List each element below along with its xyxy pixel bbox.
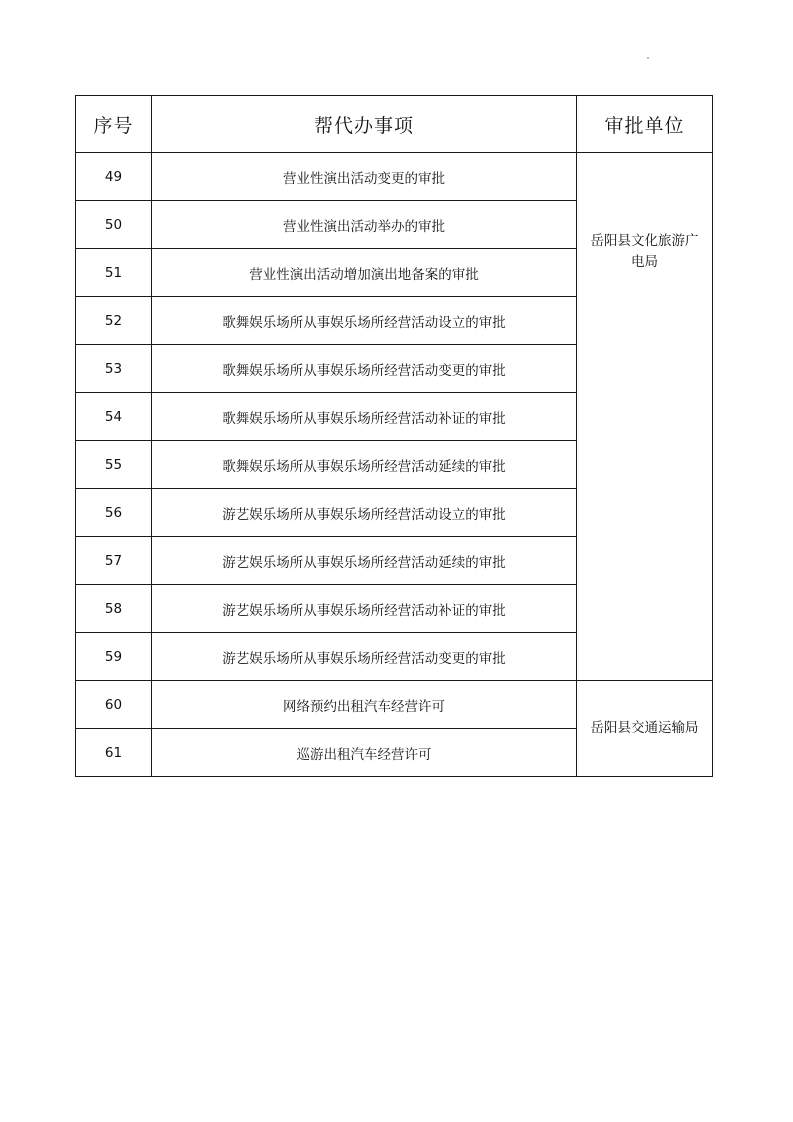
row-service-item: 网络预约出租汽车经营许可 xyxy=(152,681,577,729)
row-service-item: 巡游出租汽车经营许可 xyxy=(152,729,577,777)
row-service-item: 游艺娱乐场所从事娱乐场所经营活动变更的审批 xyxy=(152,633,577,681)
row-service-item: 游艺娱乐场所从事娱乐场所经营活动延续的审批 xyxy=(152,537,577,585)
row-service-item: 歌舞娱乐场所从事娱乐场所经营活动补证的审批 xyxy=(152,393,577,441)
scan-artifact-dot xyxy=(647,57,649,59)
row-serial-number: 59 xyxy=(76,633,152,681)
header-serial-number: 序号 xyxy=(76,96,152,153)
service-items-table xyxy=(75,95,713,777)
department-transportation: 岳阳县交通运输局 xyxy=(577,681,713,777)
row-service-item: 营业性演出活动增加演出地备案的审批 xyxy=(152,249,577,297)
department-culture-tourism: 岳阳县文化旅游广电局 xyxy=(577,153,713,681)
row-serial-number: 58 xyxy=(76,585,152,633)
row-serial-number: 50 xyxy=(76,201,152,249)
row-service-item: 歌舞娱乐场所从事娱乐场所经营活动变更的审批 xyxy=(152,345,577,393)
row-serial-number: 61 xyxy=(76,729,152,777)
row-serial-number: 56 xyxy=(76,489,152,537)
table-header-row xyxy=(76,96,713,153)
row-service-item: 游艺娱乐场所从事娱乐场所经营活动补证的审批 xyxy=(152,585,577,633)
table-row xyxy=(76,153,713,201)
row-service-item: 游艺娱乐场所从事娱乐场所经营活动设立的审批 xyxy=(152,489,577,537)
row-service-item: 歌舞娱乐场所从事娱乐场所经营活动设立的审批 xyxy=(152,297,577,345)
row-serial-number: 55 xyxy=(76,441,152,489)
header-service-item: 帮代办事项 xyxy=(152,96,577,153)
header-approval-department: 审批单位 xyxy=(577,96,713,153)
row-serial-number: 49 xyxy=(76,153,152,201)
row-serial-number: 57 xyxy=(76,537,152,585)
row-serial-number: 52 xyxy=(76,297,152,345)
table-row xyxy=(76,681,713,729)
row-service-item: 歌舞娱乐场所从事娱乐场所经营活动延续的审批 xyxy=(152,441,577,489)
row-service-item: 营业性演出活动举办的审批 xyxy=(152,201,577,249)
row-serial-number: 60 xyxy=(76,681,152,729)
row-serial-number: 53 xyxy=(76,345,152,393)
row-service-item: 营业性演出活动变更的审批 xyxy=(152,153,577,201)
row-serial-number: 54 xyxy=(76,393,152,441)
row-serial-number: 51 xyxy=(76,249,152,297)
